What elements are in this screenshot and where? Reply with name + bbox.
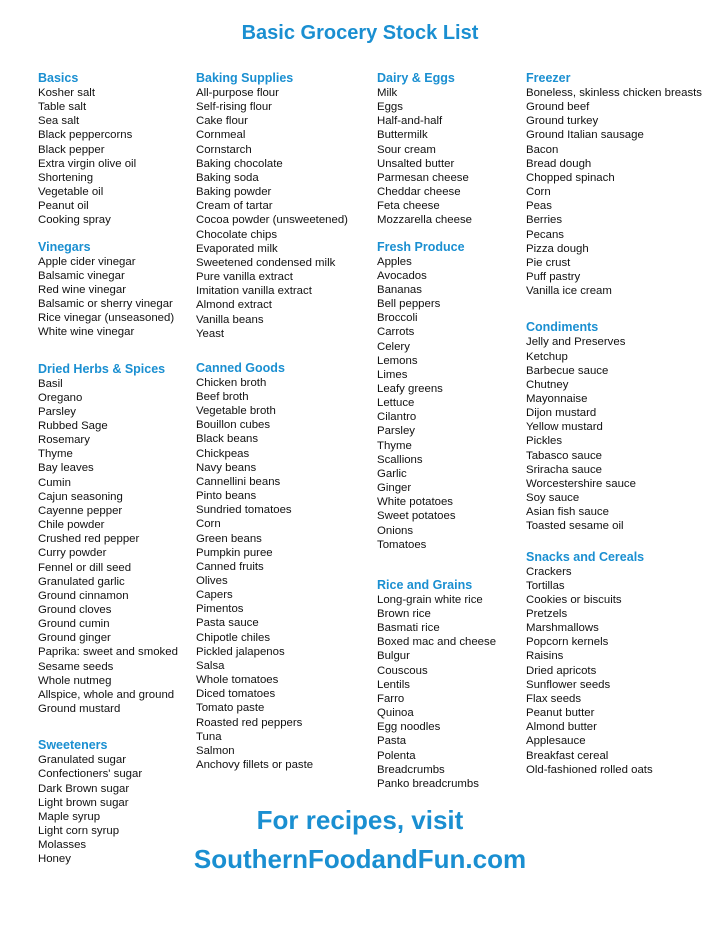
list-item: Corn (196, 518, 221, 531)
list-item: Canned fruits (196, 560, 264, 573)
list-item: Garlic (377, 467, 407, 480)
list-item: Yellow mustard (526, 421, 603, 434)
list-item: Brown rice (377, 608, 431, 620)
list-item: Molasses (38, 839, 87, 852)
list-item: Pure vanilla extract (196, 271, 293, 284)
list-item: Tomatoes (377, 538, 427, 551)
section-heading: Basics (38, 71, 79, 85)
list-item: Sesame seeds (38, 660, 114, 673)
list-item: Imitation vanilla extract (196, 285, 312, 298)
section (38, 362, 178, 717)
column-3 (377, 71, 496, 805)
section (38, 71, 178, 228)
list-item: Rice vinegar (unseasoned) (38, 312, 175, 325)
list-item: Cocoa powder (unsweetened) (196, 214, 348, 227)
list-item: Parsley (377, 425, 415, 438)
list-item: Red wine vinegar (38, 283, 127, 296)
section-heading: Vinegars (38, 239, 91, 254)
list-item: Yeast (196, 327, 225, 340)
section (526, 71, 702, 298)
list-item: Salsa (196, 659, 225, 672)
list-item: Rosemary (38, 434, 90, 447)
list-item: Boxed mac and cheese (377, 636, 497, 649)
footer-line-1: For recipes, visit (256, 805, 464, 835)
list-item: Berries (526, 214, 563, 227)
list-item: Long-grain white rice (377, 593, 483, 606)
list-item: Sweetened condensed milk (196, 256, 336, 269)
list-item: Bread dough (526, 157, 592, 170)
list-item: Beef broth (196, 390, 249, 403)
section-heading: Baking Supplies (196, 71, 294, 85)
list-item: Oregano (38, 391, 83, 404)
list-item: Vegetable oil (38, 186, 104, 199)
list-item: Sundried tomatoes (196, 504, 292, 517)
list-item: Soy sauce (526, 492, 580, 505)
list-item: Baking soda (196, 171, 259, 184)
list-item: Allspice, whole and ground (38, 688, 175, 701)
list-item: Peanut oil (38, 200, 89, 213)
list-item: Black pepper (38, 143, 105, 156)
list-item: Carrots (377, 326, 415, 339)
list-item: Chipotle chiles (196, 631, 271, 644)
list-item: Roasted red peppers (196, 716, 303, 729)
list-item: Old-fashioned rolled oats (526, 763, 653, 776)
list-item: Jelly and Preserves (526, 336, 626, 349)
list-item: Black peppercorns (38, 129, 133, 142)
list-item: Vanilla beans (196, 313, 264, 326)
list-item: Scallions (377, 453, 423, 466)
list-item: Green beans (196, 532, 262, 545)
list-item: Ground cumin (38, 618, 110, 631)
list-item: Bacon (526, 143, 559, 156)
list-item: Peas (526, 200, 552, 213)
list-item: Fennel or dill seed (38, 561, 132, 574)
list-item: Parmesan cheese (377, 171, 469, 184)
section-heading: Sweeteners (38, 738, 108, 753)
column-1 (38, 71, 178, 881)
list-item: Thyme (377, 439, 412, 452)
list-item: Farro (377, 692, 405, 705)
list-item: Toasted sesame oil (526, 520, 624, 533)
section-heading: Rice and Grains (377, 577, 473, 592)
list-item: Applesauce (526, 735, 586, 748)
list-item: Balsamic vinegar (38, 269, 125, 282)
list-item: Light corn syrup (38, 825, 120, 838)
list-item: Broccoli (377, 312, 418, 325)
list-item: Baking chocolate (196, 157, 283, 170)
list-item: Almond extract (196, 299, 272, 312)
list-item: Diced tomatoes (196, 688, 276, 701)
list-item: Kosher salt (38, 87, 95, 99)
list-item: Whole nutmeg (38, 674, 112, 687)
list-item: Pizza dough (526, 242, 589, 255)
list-item: Breadcrumbs (377, 763, 445, 776)
list-item: Ground cinnamon (38, 589, 129, 602)
list-item: Capers (196, 589, 233, 602)
list-item: Chile powder (38, 519, 105, 532)
list-item: Cannellini beans (196, 475, 281, 488)
list-item: Light brown sugar (38, 796, 129, 809)
list-item: Buttermilk (377, 129, 428, 142)
list-item: Chopped spinach (526, 171, 615, 184)
column-2 (196, 71, 348, 786)
list-item: Pie crust (526, 256, 571, 269)
footer-website: SouthernFoodandFun.com (193, 844, 527, 874)
list-item: Chocolate chips (196, 228, 278, 241)
list-item: Baking powder (196, 186, 272, 199)
list-item: Black beans (196, 433, 259, 446)
list-item: Limes (377, 368, 408, 381)
list-item: Pimentos (196, 603, 244, 616)
column-4 (526, 71, 702, 791)
list-item: Bouillon cubes (196, 419, 271, 432)
list-item: Bulgur (377, 650, 410, 663)
list-item: Table salt (38, 101, 87, 114)
section (526, 320, 702, 533)
list-item: Milk (377, 87, 398, 99)
list-item: Pumpkin puree (196, 546, 273, 559)
list-item: Crushed red pepper (38, 533, 140, 546)
list-item: Cheddar cheese (377, 186, 461, 199)
list-item: Almond butter (526, 721, 597, 734)
list-item: Flax seeds (526, 692, 582, 705)
list-item: Basil (38, 377, 63, 390)
list-item: Asian fish sauce (526, 506, 609, 519)
list-item: Barbecue sauce (526, 364, 609, 377)
list-item: Granulated sugar (38, 754, 127, 767)
list-item: Pasta (377, 735, 407, 748)
list-item: Cornstarch (196, 143, 252, 156)
list-item: Half-and-half (377, 115, 443, 128)
list-item: Puff pastry (526, 271, 581, 284)
list-item: Sunflower seeds (526, 678, 611, 691)
list-item: Pretzels (526, 608, 568, 620)
list-item: Egg noodles (377, 721, 441, 734)
list-item: Ground cloves (38, 604, 112, 616)
section (377, 71, 496, 228)
list-item: Bananas (377, 283, 422, 296)
list-item: Ketchup (526, 350, 568, 363)
list-item: Quinoa (377, 707, 414, 720)
list-item: Eggs (377, 101, 403, 114)
list-item: Dried apricots (526, 664, 597, 677)
list-item: Couscous (377, 664, 428, 677)
section-heading: Dairy & Eggs (377, 71, 455, 85)
list-item: Confectioners' sugar (38, 768, 143, 781)
list-item: Thyme (38, 448, 73, 461)
list-item: Corn (526, 186, 551, 199)
list-item: Honey (38, 853, 71, 866)
section (377, 240, 496, 552)
list-item: Boneless, skinless chicken breasts (526, 87, 703, 99)
list-item: Lentils (377, 678, 410, 691)
list-item: Cooking spray (38, 214, 111, 227)
section-heading: Freezer (526, 71, 571, 85)
list-item: Breakfast cereal (526, 749, 609, 762)
list-item: Ground Italian sausage (526, 129, 644, 142)
list-item: Ginger (377, 482, 412, 495)
list-item: Chutney (526, 378, 569, 391)
list-item: Onions (377, 524, 414, 537)
list-item: Chickpeas (196, 447, 250, 460)
list-item: Paprika: sweet and smoked (38, 646, 178, 659)
list-item: Tuna (196, 730, 222, 743)
list-item: Cornmeal (196, 129, 246, 142)
list-item: Granulated garlic (38, 575, 125, 588)
list-item: Cilantro (377, 411, 417, 424)
list-item: Whole tomatoes (196, 674, 279, 687)
list-item: Cajun seasoning (38, 490, 123, 503)
list-item: Maple syrup (38, 810, 101, 823)
list-item: Bay leaves (38, 462, 94, 475)
list-item: Pinto beans (196, 490, 257, 503)
list-item: Pickles (526, 435, 563, 448)
page-title: Basic Grocery Stock List (241, 22, 479, 44)
list-item: All-purpose flour (196, 87, 279, 99)
list-item: Pecans (526, 228, 564, 241)
list-item: Vanilla ice cream (526, 285, 612, 298)
list-item: Apple cider vinegar (38, 255, 136, 268)
section-heading: Condiments (526, 320, 599, 335)
list-item: Ground mustard (38, 703, 121, 716)
list-item: Unsalted butter (377, 157, 455, 170)
list-item: Cumin (38, 476, 71, 489)
list-item: Mozzarella cheese (377, 214, 472, 227)
list-item: Tabasco sauce (526, 449, 602, 462)
list-item: Evaporated milk (196, 242, 278, 255)
list-item: Cream of tartar (196, 200, 273, 213)
section (526, 550, 702, 777)
list-item: Crackers (526, 565, 572, 578)
list-item: Ground ginger (38, 632, 111, 645)
section-heading: Fresh Produce (377, 239, 465, 254)
list-item: Shortening (38, 171, 94, 184)
list-item: Cayenne pepper (38, 504, 123, 517)
list-item: Celery (377, 340, 410, 353)
list-item: White wine vinegar (38, 326, 135, 339)
list-item: Cake flour (196, 115, 248, 128)
list-item: Polenta (377, 749, 416, 762)
list-item: Pasta sauce (196, 617, 259, 630)
section-heading: Snacks and Cereals (526, 549, 645, 564)
list-item: Raisins (526, 650, 564, 663)
section (196, 361, 348, 772)
section-heading: Dried Herbs & Spices (38, 361, 166, 376)
section (377, 578, 496, 791)
list-item: Dark Brown sugar (38, 782, 130, 795)
list-item: White potatoes (377, 496, 453, 509)
list-item: Apples (377, 255, 412, 268)
list-item: Peanut butter (526, 707, 595, 720)
list-item: Sweet potatoes (377, 510, 456, 523)
list-item: Chicken broth (196, 376, 267, 389)
list-item: Cookies or biscuits (526, 593, 622, 606)
list-item: Dijon mustard (526, 407, 597, 420)
list-item: Balsamic or sherry vinegar (38, 298, 173, 311)
list-item: Ground beef (526, 101, 590, 114)
list-item: Avocados (377, 269, 427, 282)
list-item: Ground turkey (526, 115, 599, 128)
list-item: Basmati rice (377, 622, 440, 635)
list-item: Panko breadcrumbs (377, 777, 479, 790)
list-item: Feta cheese (377, 200, 440, 213)
list-item: Rubbed Sage (38, 419, 108, 432)
list-item: Salmon (196, 744, 235, 757)
list-item: Sour cream (377, 143, 436, 156)
list-item: Tortillas (526, 579, 565, 592)
list-item: Lemons (377, 354, 418, 367)
list-item: Sriracha sauce (526, 463, 602, 476)
list-item: Popcorn kernels (526, 636, 609, 649)
list-item: Lettuce (377, 397, 415, 410)
list-item: Olives (196, 575, 228, 587)
list-item: Pickled jalapenos (196, 645, 285, 658)
list-item: Sea salt (38, 115, 80, 128)
section (196, 71, 348, 341)
section-heading: Canned Goods (196, 360, 285, 375)
list-item: Mayonnaise (526, 392, 588, 405)
list-item: Anchovy fillets or paste (196, 759, 314, 772)
list-item: Navy beans (196, 461, 257, 474)
section (38, 240, 178, 340)
list-item: Bell peppers (377, 298, 441, 311)
list-item: Parsley (38, 405, 76, 418)
list-item: Leafy greens (377, 382, 443, 395)
list-item: Extra virgin olive oil (38, 157, 137, 170)
list-item: Tomato paste (196, 702, 265, 715)
list-item: Vegetable broth (196, 405, 276, 418)
list-item: Marshmallows (526, 622, 599, 635)
list-item: Worcestershire sauce (526, 477, 636, 490)
list-item: Self-rising flour (196, 101, 272, 114)
list-item: Curry powder (38, 547, 107, 560)
